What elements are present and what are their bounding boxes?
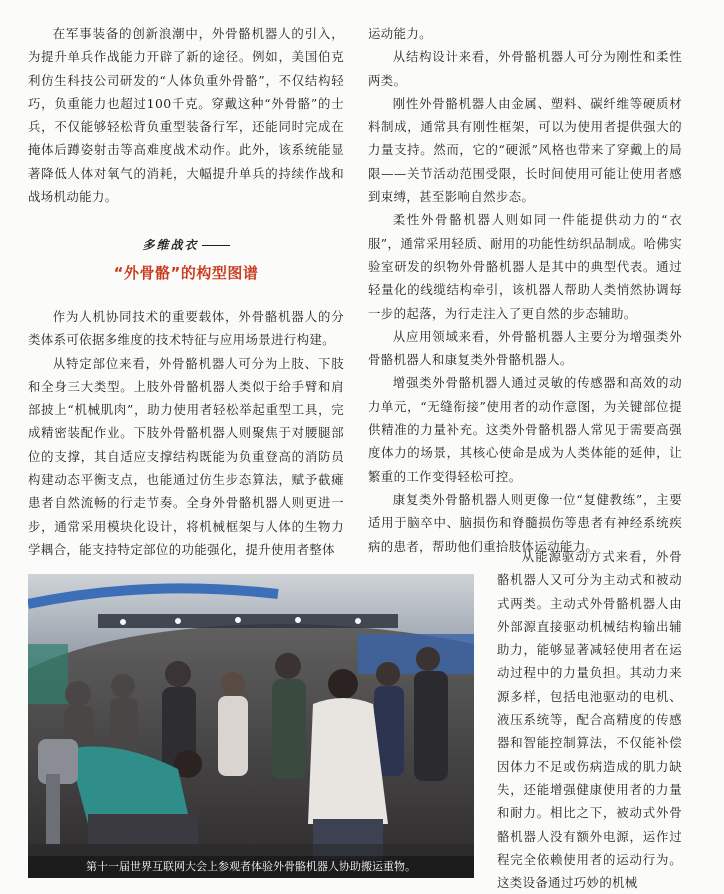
section-heading: “外骨骼”的构型图谱 — [113, 263, 259, 282]
right-column — [368, 22, 682, 558]
paragraph: 增强类外骨骼机器人通过灵敏的传感器和高效的动力单元，“无缝衔接”使用者的动作意图，为关键部位提供精准的力量补充。这类外骨骼机器人常见于需要高强度体力的场景，其核心使命是成为人类体能的延伸，让繁重的工作变得轻松可控。 — [368, 375, 682, 484]
paragraph: 柔性外骨骼机器人则如同一件能提供动力的“衣服”，通常采用轻质、耐用的功能性纺织品制成。哈佛实验室研发的织物外骨骼机器人是其中的典型代表。通过轻量化的线缆结构牵引，该机器人帮助人类悄然协调每一步的起落，为行走注入了更自然的步态辅助。 — [368, 212, 682, 321]
bottom-right-column — [497, 545, 682, 894]
left-column — [28, 22, 344, 561]
paragraph: 从应用领域来看，外骨骼机器人主要分为增强类外骨骼机器人和康复类外骨骼机器人。 — [368, 328, 682, 368]
kicker-rule — [202, 245, 230, 246]
section-heading-block — [28, 234, 344, 285]
paragraph-continued: 运动能力。 — [368, 26, 432, 41]
paragraph: 从特定部位来看，外骨骼机器人可分为上肢、下肢和全身三大类型。上肢外骨骼机器人类似于给手臂和肩部披上“机械肌肉”，助力使用者轻松举起重型工具，完成精密装配作业。下肢外骨骼机器人则聚焦于对腰腿部位的支撑，其自适应支撑结构既能为负重登高的消防员构建动态平衡支点，也能通过仿生步态算法，赋予截瘫患者自然流畅的行走节奏。全身外骨骼机器人则更进一步，通常采用模块化设计，将机械框架与人体的生物力学耦合，能支持特定部位的功能强化，提升使用者整体 — [28, 355, 344, 557]
section-kicker: 多维战衣 — [28, 234, 344, 257]
paragraph: 从结构设计来看，外骨骼机器人可分为刚性和柔性两类。 — [368, 49, 682, 88]
intro-paragraph: 在军事装备的创新浪潮中，外骨骼机器人的引入，为提升单兵作战能力开辟了新的途径。例如，美国伯克利仿生科技公司研发的“人体负重外骨骼”，不仅结构轻巧，负重能力也超过100千克。穿戴这种“外骨骼”的士兵，不仅能够轻松背负重型装备行军，还能同时完成在掩体后蹲姿射击等高难度战术动作。此外，该系统能显著降低人体对氧气的消耗，大幅提升单兵的持续作战和战场机动能力。 — [28, 26, 344, 205]
paragraph: 从能源驱动方式来看，外骨骼机器人又可分为主动式和被动式两类。主动式外骨骼机器人由外部源直接驱动机械结构输出辅助力，能够显著减轻使用者在运动过程中的力量负担。其动力来源多样，包括电池驱动的电机、液压系统等，配合高精度的传感器和智能控制算法，不仅能补偿因体力不足或伤病造成的肌力缺失，还能增强健康使用者的力量和耐力。相比之下，被动式外骨骼机器人没有额外电源，运作过程完全依赖使用者的运动行为。这类设备通过巧妙的机械 — [497, 549, 682, 891]
photo-illustration — [28, 574, 474, 878]
paragraph: 刚性外骨骼机器人由金属、塑料、碳纤维等硬质材料制成，通常具有刚性框架，可以为使用者提供强大的力量支持。然而，它的“硬派”风格也带来了穿戴上的局限——关节活动范围受限，长时间使用可能让使用者感到束缚，甚至影响自然步态。 — [368, 95, 682, 205]
photo-caption: 第十一届世界互联网大会上参观者体验外骨骼机器人协助搬运重物。 — [28, 856, 474, 878]
exhibition-photo — [28, 574, 474, 878]
paragraph: 康复类外骨骼机器人则更像一位“复健教练”，主要适用于脑卒中、脑损伤和脊髓损伤等患者有神经系统疾病的患者，帮助他们重拾肢体运动能力。 — [368, 491, 682, 554]
paragraph: 作为人机协同技术的重要载体，外骨骼机器人的分类体系可依据多维度的技术特征与应用场景进行构建。 — [28, 308, 344, 348]
